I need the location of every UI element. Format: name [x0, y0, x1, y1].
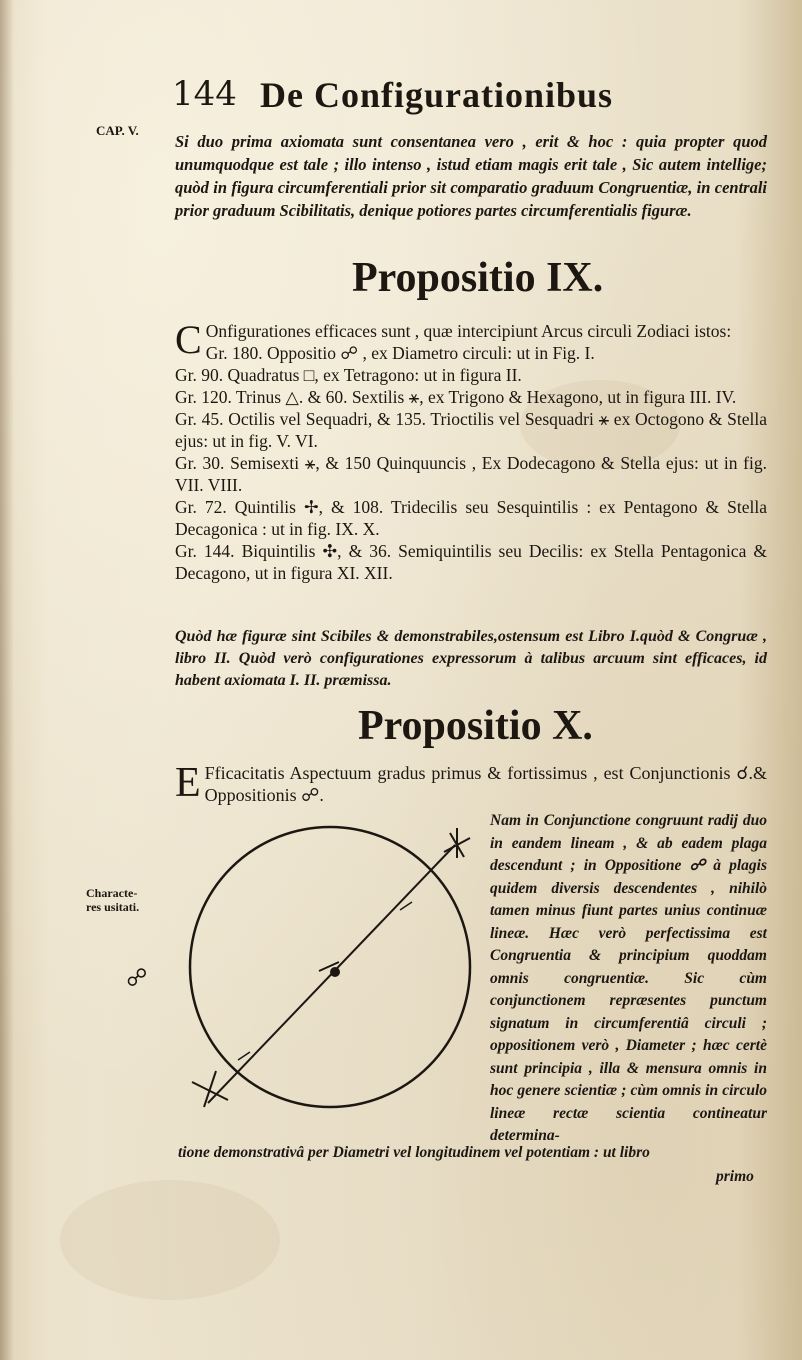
dropcap: E — [175, 760, 201, 806]
page-number: 144 — [172, 74, 237, 114]
center-point — [330, 967, 340, 977]
gutter-shadow — [0, 0, 14, 1360]
aspect-line: Gr. 30. Semisexti ⚹, & 150 Quinquuncis , Ex Dodecagono & Stella ejus: ut in fig. VII. VIII. — [175, 453, 767, 495]
tick-mark — [400, 902, 412, 910]
aspect-line: Gr. 180. Oppositio ☍ , ex Diametro circuli: ut in Fig. I. — [205, 343, 595, 363]
aspect-line: Gr. 45. Octilis vel Sequadri, & 135. Trioctilis vel Sesquadri ⚹ ex Octogono & Stella ejus: ut in fig. V. VI. — [175, 409, 767, 451]
aspect-line: Gr. 90. Quadratus □, ex Tetragono: ut in figura II. — [175, 365, 522, 385]
chapter-marker: CAP. V. — [96, 123, 139, 138]
prop-ix-lead: C Onfigurationes efficaces sunt , quæ intercipiunt Arcus circuli Zodiaci istos: — [175, 317, 732, 362]
prop-x-commentary: Nam in Conjunctione congruunt radij duo in eandem lineam , & ab eadem plaga descendunt ; in Oppositione ☍ à plagis quidem diversis descendentes , nihilò tamen minus fiunt partes unius continuæ lineæ. Hæc verò perfectissima est Congruentia & principium quoddam omnis congruentiæ. Sic cùm conjunctionem repræsentes punctum signatum in circumferentiâ circuli ; oppositionem verò , Diameter ; hæc certè sunt principia , illa & mensura omnis in hoc genere scientiæ ; cùm omnis in circulo lineæ rectæ scientia contineatur determina- — [490, 812, 767, 1144]
prop-ix-conclusion: Quòd hæ figuræ sint Scibiles & demonstrabiles,ostensum est Libro I.quòd & Congruæ , libro II. Quòd verò configurationes expressorum à talibus arcuum sint efficaces, id habent axiomata I. II. præmissa. — [175, 628, 767, 689]
aspect-line: Gr. 144. Biquintilis ✣, & 36. Semiquintilis seu Decilis: ex Stella Pentagonica & Decagono, ut in figura XI. XII. — [175, 541, 767, 583]
catchword: primo — [716, 1168, 754, 1185]
prop-x-bottom-line: tione demonstrativâ per Diametri vel longitudinem vel potentiam : ut libro — [178, 1144, 650, 1161]
aspect-line: Gr. 120. Trinus △. & 60. Sextilis ⚹, ex Trigono & Hexagono, ut in figura III. IV. — [175, 387, 737, 407]
margin-note-characteres: Characte- res usitati. — [86, 886, 140, 914]
prop-x-lead: E Fficacitatis Aspectuum gradus primus & fortissimus , est Conjunctionis ☌.& Oppositionis ☍. — [175, 760, 767, 806]
intro-paragraph: Si duo prima axiomata sunt consentanea vero , erit & hoc : quia propter quod unumquodque est tale ; illo intenso , istud etiam magis erit tale , Sic autem intellige; quòd in figura circumferentiali prior sit comparatio graduum Congruentiæ, in centrali prior graduum Scibilitatis, denique potiores partes circumferentialis figuræ. — [175, 132, 767, 220]
conjunction-opposition-diagram — [180, 820, 490, 1120]
paper-stain — [60, 1180, 280, 1300]
running-title: De Configurationibus — [260, 75, 614, 115]
page-header — [172, 72, 732, 122]
dropcap: C — [175, 317, 202, 362]
heading-propositio-ix: Propositio IX. — [352, 255, 604, 301]
propositio-ix-body — [175, 317, 767, 584]
tick-mark — [238, 1052, 250, 1060]
aspect-line: Gr. 72. Quintilis ✢, & 108. Tridecilis seu Sesquintilis : ex Pentagono & Stella Decagonica : ut in fig. IX. X. — [175, 497, 767, 539]
lower-star-ray — [192, 1082, 228, 1100]
heading-propositio-x: Propositio X. — [358, 703, 593, 749]
opposition-symbol-icon: ☍ — [123, 964, 151, 993]
